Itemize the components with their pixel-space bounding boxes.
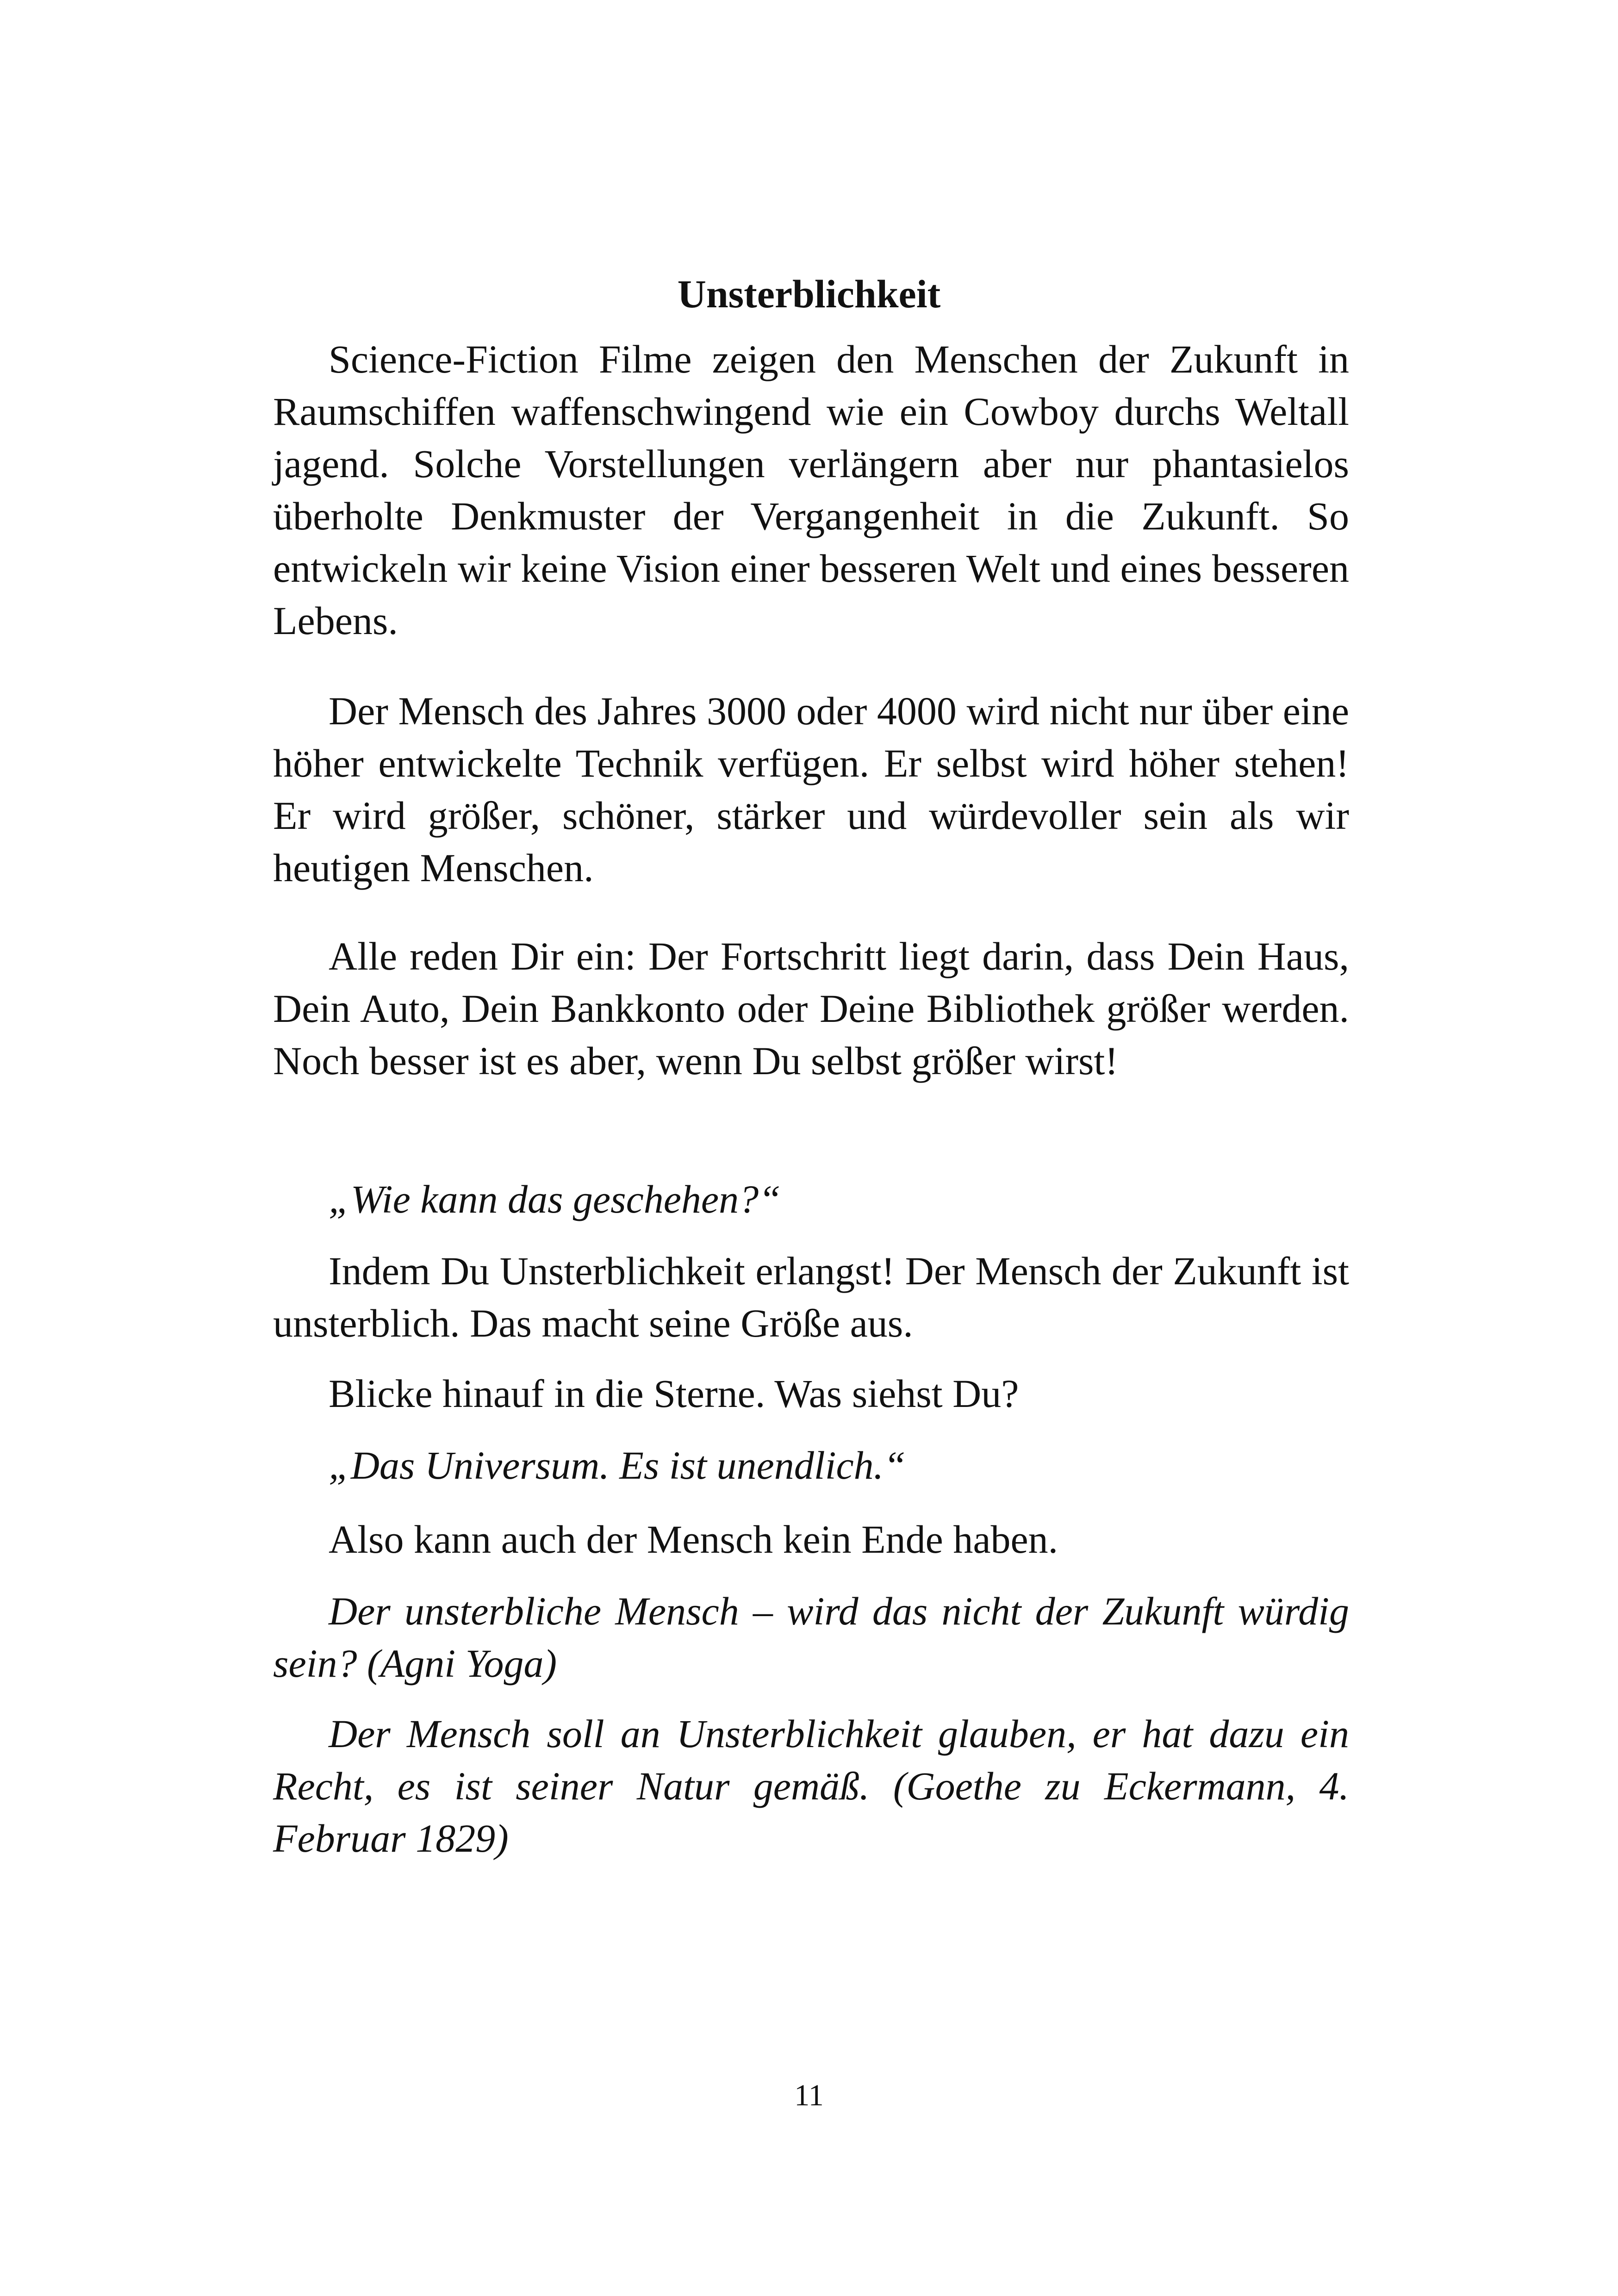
paragraph-kein-ende: Also kann auch der Mensch kein Ende haben. [329,1517,1058,1562]
chapter-title: Unsterblichkeit [677,272,941,316]
paragraph-blicke-hinauf: Blicke hinauf in die Sterne. Was siehst Du? [329,1371,1019,1416]
paragraph-fortschritt: Alle reden Dir ein: Der Fortschritt liegt darin, dass Dein Haus, Dein Auto, Dein Bankkonto oder Deine Bibliothek größer werden. Noch besser ist es aber, wenn Du selbst größer wirst! [273,934,1349,1083]
paragraph-science-fiction: Science-Fiction Filme zeigen den Menschen der Zukunft in Raumschiffen waffenschwingend wie ein Cowboy durchs Weltall jagend. Solche Vorstellungen verlängern aber nur phantasielos überholte Denkmuster der Vergangenheit in die Zukunft. So entwickeln wir keine Vision einer besseren Welt und eines besseren Lebens. [273,337,1349,643]
paragraph-mensch-jahres-3000: Der Mensch des Jahres 3000 oder 4000 wird nicht nur über eine höher entwickelte Technik verfügen. Er selbst wird höher stehen! Er wird größer, schöner, stärker und würdevoller sein als wir heutigen Menschen. [273,689,1349,890]
quote-agni-yoga: Der unsterbliche Mensch – wird das nicht der Zukunft würdig sein? (Agni Yoga) [273,1589,1349,1686]
page-number: 11 [794,2078,824,2112]
quote-goethe-eckermann: Der Mensch soll an Unsterblichkeit glauben, er hat dazu ein Recht, es ist seiner Natur gemäß. (Goethe zu Eckermann, 4. Februar 1829) [273,1711,1349,1860]
quote-wie-kann-das-geschehen: „Wie kann das geschehen?“ [329,1177,781,1221]
paragraph-unsterblichkeit-erlangst: Indem Du Unsterblichkeit erlangst! Der Mensch der Zukunft ist unsterblich. Das macht seine Größe aus. [273,1249,1349,1345]
quote-das-universum: „Das Universum. Es ist unendlich.“ [329,1443,906,1487]
